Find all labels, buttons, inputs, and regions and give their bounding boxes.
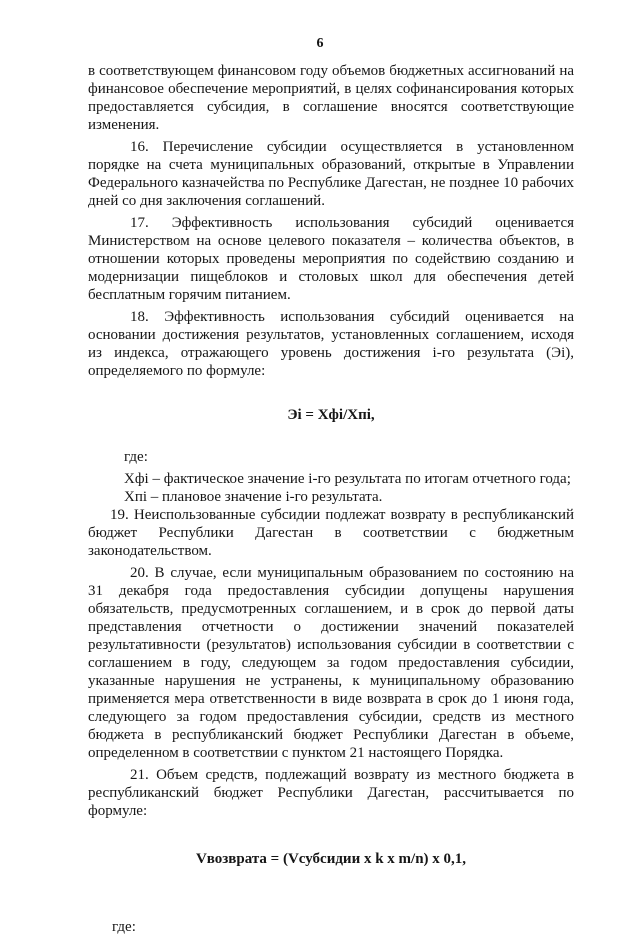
formula-index: Эi = Хфi/Хпi, (287, 407, 375, 423)
formula-return: Vвозврата = (Vсубсидии х k х m/n) х 0,1, (195, 851, 467, 867)
where-label-final: где: (112, 919, 136, 935)
where-label: где: (124, 449, 148, 465)
paragraph-16: 16. Перечисление субсидии осуществляется в установленном порядке на счета муниципальных образований, открытые в Управлении Федерального казначейства по Республике Дагестан, не позднее 10 рабочих дней со дня заключения соглашений. (88, 139, 574, 209)
intro-paragraph: в соответствующем финансовом году объемов бюджетных ассигнований на финансовое обеспечение мероприятий, в целях софинансирования которых предоставляется субсидия, в соглашение вносятся соответствующие изменения. (88, 63, 574, 133)
paragraph-19: 19. Неиспользованные субсидии подлежат возврату в республиканский бюджет Республики Дагестан в соответствии с бюджетным законодательством. (88, 507, 574, 559)
paragraph-18: 18. Эффективность использования субсидий оценивается на основании достижения результатов, установленных соглашением, исходя из индекса, отражающего уровень достижения i-го результата (Эi), определяемого по формуле: (88, 309, 574, 379)
document-body (88, 62, 574, 936)
definition-actual: Хфi – фактическое значение i-го результата по итогам отчетного года; (124, 471, 571, 487)
paragraph-21: 21. Объем средств, подлежащий возврату из местного бюджета в республиканский бюджет Республики Дагестан, рассчитывается по формуле: (88, 767, 574, 819)
definition-planned: Хпi – плановое значение i-го результата. (124, 489, 383, 505)
paragraph-17: 17. Эффективность использования субсидий оценивается Министерством на основе целевого показателя – количества объектов, в отношении которых проведены мероприятия по содействию созданию и модернизации пищеблоков и столовых школ для обеспечения детей бесплатным горячим питанием. (88, 215, 574, 303)
page-number: 6 (316, 36, 324, 51)
paragraph-20: 20. В случае, если муниципальным образованием по состоянию на 31 декабря года предоставления субсидии допущены нарушения обязательств, предусмотренных соглашением, и в срок до первой даты представления отчетности о достижении значений показателей результативности (результатов) использования субсидии в соответствии с соглашением в году, следующем за годом предоставления субсидии, указанные нарушения не устранены, к муниципальному образованию применяется мера ответственности в виде возврата в срок до 1 июня года, следующего за годом предоставления субсидии, средств из местного бюджета в республиканский бюджет Республики Дагестан в объеме, определенном в соответствии с пунктом 21 настоящего Порядка. (88, 565, 574, 761)
